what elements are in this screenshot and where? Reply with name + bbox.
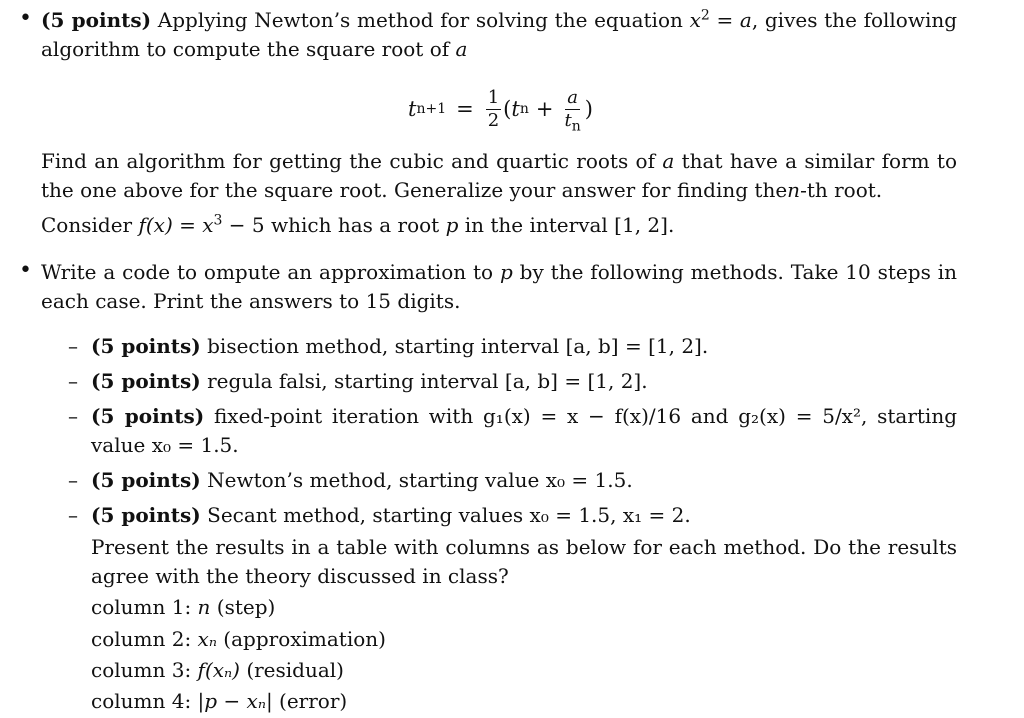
problem-code-methods: Write a code to ompute an approximation to p by the following methods. Take 10 steps in each case. Print the answers to 15 digits. bbox=[41, 260, 957, 313]
fraction-a-over-tn: $\frac{a}{t_n}$ bbox=[564, 86, 581, 135]
var-a: a bbox=[455, 36, 468, 61]
column-1-line: column 1: n (step) bbox=[91, 595, 276, 619]
problem-newton-square-root: (5 points) Applying Newton’s method for solving the equation $x^2 = a$, gives the following algorithm to compute the square root of a bbox=[41, 7, 958, 61]
eq-lhs: x bbox=[689, 8, 701, 32]
item-text: , gives the following algorithm to compute the square root of bbox=[41, 8, 958, 61]
method-fixed-point: (5 points) fixed-point iteration with g₁(x) = x − f(x)/16 and g₂(x) = 5/x², starting value x₀ = 1.5. bbox=[91, 404, 958, 457]
method-regula-falsi: (5 points) regula falsi, starting interval [a, b] = [1, 2]. bbox=[91, 369, 648, 393]
eq-rhs: a bbox=[739, 8, 752, 32]
formula-tn: t bbox=[511, 96, 520, 121]
fraction-half: $\frac{1}{2}$ bbox=[487, 86, 500, 131]
paragraph-generalize: Find an algorithm for getting the cubic and quartic roots of a that have a similar form to the one above for the square root. Generalize your answer for finding then-th root. bbox=[41, 149, 958, 202]
paragraph-consider: Consider $f(x) = x^3 - 5$ which has a root p in the interval [1, 2]. bbox=[41, 212, 675, 237]
eq-exp: 2 bbox=[700, 7, 710, 24]
document-page: • (5 points) Applying Newton’s method for solving the equation $x^2 = a$, gives the following algorithm to compute the square root of a t n+1 = $\frac{1}{2}$ ( t n + $\frac{a}{t_n}$ ) Find an algorithm for getting the cubic and quartic roots of a that have a similar form to the one above for the square root. Generalize your answer for finding then-th root. Consider $f(x) = x^3 - 5$ which has a root p in the interval [1, 2]. • Write a code to ompute an approximation to p by the following methods. Take 10 steps in each case. Print the answers to 15 digits. – (5 points) bisection method, starting interval [a, b] = [1, 2]. – (5 points) regula falsi, starting interval [a, b] = [1, 2]. – (5 points) fixed-point iteration with g₁(x) = x − f(x)/16 and g₂(x) = 5/x², starting value x₀ = 1.5. – (5 points) Newton’s method, starting value x₀ = 1.5. – (5 points) Secant method, starting values x₀ = 1.5, x₁ = 2. Present the results in a table with columns as below for each method. Do the results agree with the theory discussed in class? column 1: n (step) column 2: xₙ (approximation) column 3: f(xₙ) (residual) column 4: |p − xₙ| (error) bbox=[0, 0, 1024, 718]
method-newton: (5 points) Newton’s method, starting value x₀ = 1.5. bbox=[91, 468, 633, 492]
column-4-line: column 4: |p − xₙ| (error) bbox=[91, 689, 348, 713]
bullet-dot: • bbox=[19, 6, 32, 31]
method-bisection: (5 points) bisection method, starting interval [a, b] = [1, 2]. bbox=[91, 334, 709, 358]
display-equation: t n+1 = $\frac{1}{2}$ ( t n + $\frac{a}{t_n}$ ) bbox=[408, 86, 593, 135]
present-results-text: Present the results in a table with columns as below for each method. Do the results agree with the theory discussed in class? bbox=[91, 535, 957, 588]
column-3-line: column 3: f(xₙ) (residual) bbox=[91, 658, 344, 682]
method-secant: (5 points) Secant method, starting values x₀ = 1.5, x₁ = 2. bbox=[91, 503, 691, 527]
column-2-line: column 2: xₙ (approximation) bbox=[91, 627, 386, 651]
item-text: Applying Newton’s method for solving the equation bbox=[157, 8, 683, 32]
bullet-dot: • bbox=[19, 258, 32, 283]
points-label: (5 points) bbox=[41, 8, 152, 32]
formula-lhs: t bbox=[408, 96, 417, 121]
